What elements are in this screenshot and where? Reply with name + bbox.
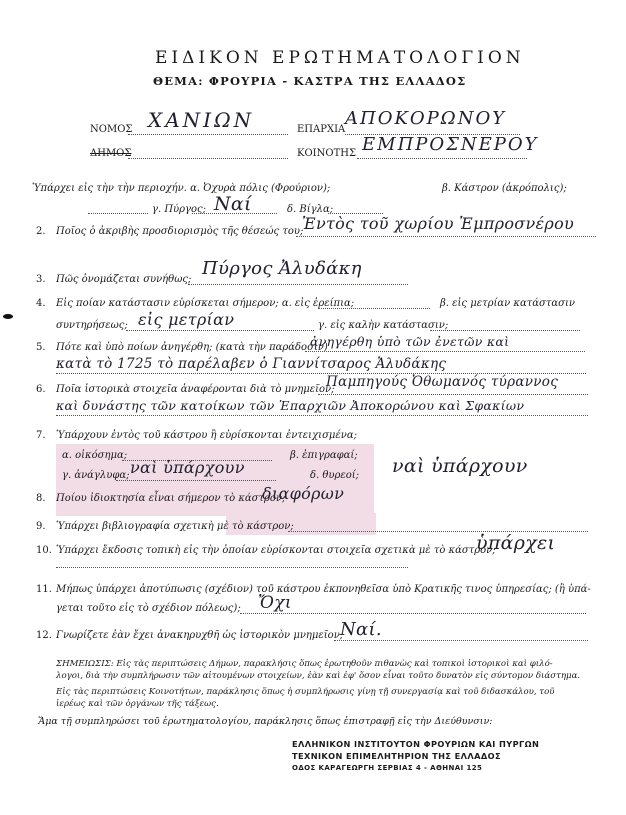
address-line1: ΕΛΛΗΝΙΚΟΝ ΙΝΣΤΙΤΟΥΤΟΝ ΦΡΟΥΡΙΩΝ ΚΑΙ ΠΥΡΓΩΝ (292, 739, 540, 749)
q8-number: 8. (36, 493, 46, 504)
q4-line-a (318, 308, 430, 309)
q9-number: 9. (36, 521, 46, 532)
q2-line (296, 236, 596, 237)
q4-text: Εἰς ποίαν κατάστασιν εὑρίσκεται σήμερον; α. εἰς ἐρείπια; (56, 298, 355, 309)
q4-line-g (430, 330, 580, 331)
dimos-line (128, 158, 288, 159)
address-line3: ΟΔΟΣ ΚΑΡΑΓΕΩΡΓΗ ΣΕΡΒΙΑΣ 4 - ΑΘΗΝΑΙ 125 (292, 764, 483, 772)
q9-text: Ὑπάρχει βιβλιογραφία σχετικὴ μὲ τὸ κάστρον; (56, 521, 294, 532)
q7-d-answer: ναὶ ὑπάρχουν (392, 455, 528, 477)
koinotis-label: ΚΟΙΝΟΤΗΣ (297, 148, 357, 159)
q7-option-b: β. ἐπιγραφαί; (290, 450, 358, 461)
q2-number: 2. (36, 226, 46, 237)
eparchia-label: ΕΠΑΡΧΙΑ (297, 124, 346, 135)
q7-option-g: γ. ἀνάγλυφα; (62, 470, 130, 481)
q4-number: 4. (36, 298, 46, 309)
q8-text: Ποίου ἰδιοκτησία εἶναι σήμερον τὸ κάστρον; (56, 493, 286, 504)
q6-line1 (318, 394, 588, 395)
q11-text-line1: Μήπως ὑπάρχει ἀποτύπωσις (σχέδιον) τοῦ κάστρου ἐκπονηθεῖσα ὑπὸ Κρατικῆς τινος ὑπηρεσίας; (ἢ ὑπά- (56, 584, 591, 595)
q5-number: 5. (36, 342, 46, 353)
q4-line-b (126, 330, 314, 331)
document-title: ΕΙΔΙΚΟΝ ΕΡΩΤΗΜΑΤΟΛΟΓΙΟΝ (155, 48, 525, 68)
q2-text: Ποῖος ὁ ἀκριβὴς προσδιορισμὸς τῆς θέσεώς του; (56, 226, 304, 237)
note-2-line2: ἱερέως καὶ τῶν ὀργάνων τῆς τάξεως. (56, 699, 219, 709)
q7-number: 7. (36, 430, 46, 441)
q4-option-g: γ. εἰς καλὴν κατάστασιν; (318, 320, 449, 331)
q6-answer-line2: καὶ δυνάστης τῶν κατοίκων τῶν Ἐπαρχιῶν Ἀποκορώνου καὶ Σφακίων (56, 398, 525, 413)
eparchia-value: ΑΠΟΚΟΡΩΝΟΥ (345, 108, 507, 129)
q6-number: 6. (36, 384, 46, 395)
note-1-line2: λογοι, διὰ τὴν συμπλήρωσιν τῶν αἰτουμένων στοιχείων, ἐὰν καὶ ἐφ' ὅσον εἶναι τοῦτο δυνατὸν εἰς σύντομον διάστημα. (56, 671, 581, 681)
q1-g-answer: Ναί (214, 193, 252, 215)
q11-answer: Ὄχι (258, 593, 292, 613)
address-line2: ΤΕΧΝΙΚΟΝ ΕΠΙΜΕΛΗΤΗΡΙΟΝ ΤΗΣ ΕΛΛΑΔΟΣ (292, 751, 501, 761)
q5-answer-line1: ἀνηγέρθη ὑπὸ τῶν ἐνετῶν καὶ (310, 334, 510, 349)
q10-text: Ὑπάρχει ἔκδοσις τοπικὴ εἰς τὴν ὁποίαν εὑρίσκονται στοιχεῖα σχετικὰ μὲ τὸ κάστρον; (56, 545, 496, 556)
q7-option-d: δ. θυρεοί; (310, 470, 360, 481)
q4-answer: εἰς μετρίαν (138, 310, 235, 329)
q11-text-line2: γεται τοῦτο εἰς τὸ σχέδιον πόλεως); (56, 603, 241, 614)
document-subtitle: ΘΕΜΑ: ΦΡΟΥΡΙΑ - ΚΑΣΤΡΑ ΤΗΣ ΕΛΛΑΔΟΣ (153, 74, 467, 88)
koinotis-value: ΕΜΠΡΟΣΝΕΡΟΥ (362, 134, 539, 155)
nomos-line (128, 134, 288, 135)
q4-continuation: συντηρήσεως; (56, 320, 128, 331)
note-1-line1: ΣΗΜΕΙΩΣΙΣ: Εἰς τὰς περιπτώσεις Δήμων, παρακλήσις ὅπως ἐρωτηθοῦν πιθανὼς καὶ τοπικοὶ ἱστορικοὶ καὶ φιλό- (56, 659, 553, 669)
q7-text: Ὑπάρχουν ἐντὸς τοῦ κάστρου ἢ εὑρίσκονται ἐντειχισμένα; (56, 430, 357, 441)
q4-option-b: β. εἰς μετρίαν κατάστασιν (440, 298, 575, 309)
dimos-label: ΔΗΜΟΣ (90, 148, 132, 159)
q5-line1 (305, 351, 585, 352)
q12-number: 12. (36, 630, 52, 641)
q11-line (240, 613, 586, 614)
q10-answer: ὑπάρχει (476, 532, 556, 554)
q12-text: Γνωρίζετε ἐὰν ἔχει ἀνακηρυχθῆ ὡς ἱστορικὸν μνημεῖον; (56, 630, 344, 641)
q3-line (188, 284, 408, 285)
q1-text: Ὑπάρχει εἰς τὴν τὴν περιοχήν. α. Ὀχυρὰ πόλις (Φρούριον); (32, 183, 331, 194)
margin-ink-mark (3, 314, 13, 319)
q12-line (334, 640, 588, 641)
q7-line-g (116, 480, 276, 481)
q7-option-a: α. οἰκόσημα; (62, 450, 128, 461)
q1-line-a (88, 213, 148, 214)
q7-g-answer: ναὶ ὑπάρχουν (130, 458, 245, 477)
q1-option-b: β. Κάστρον (ἀκρόπολις); (442, 183, 567, 194)
q10-line (56, 567, 408, 568)
q3-number: 3. (36, 274, 46, 285)
note-2-line1: Εἰς τὰς περιπτώσεις Κοινοτήτων, παράκλησις ὅπως ἡ συμπλήρωσις γίνῃ τῇ συνεργασίᾳ καὶ τοῦ διδασκάλου, τοῦ (56, 687, 555, 697)
nomos-label: ΝΟΜΟΣ (90, 124, 133, 135)
q1-option-g: γ. Πύργος; (152, 204, 206, 215)
q3-answer: Πύργος Ἀλυδάκη (202, 258, 362, 279)
q3-text: Πῶς ὀνομάζεται συνήθως; (56, 274, 192, 285)
note-3: Ἅμα τῇ συμπληρώσει τοῦ ἐρωτηματολογίου, παράκλησις ὅπως ἐπιστραφῇ εἰς τὴν Διεύθυνσιν: (38, 716, 493, 727)
q6-text: Ποῖα ἱστορικὰ στοιχεῖα ἀναφέρονται διὰ τὸ μνημεῖον; (56, 384, 335, 395)
q11-number: 11. (36, 584, 52, 595)
q2-answer: Ἐντὸς τοῦ χωρίου Ἐμπροσνέρου (302, 214, 575, 233)
nomos-value: ΧΑΝΙΩΝ (148, 108, 255, 132)
koinotis-line (357, 158, 527, 159)
q6-answer-line1: Παμπηγούς Ὀθωμανός τύραννος (326, 374, 559, 390)
q10-number: 10. (36, 545, 52, 556)
q5-text: Πότε καὶ ὑπὸ ποίων ἀνηγέρθη; (κατὰ τὴν παράδοσιν) (56, 342, 328, 353)
q6-line2 (56, 415, 588, 416)
q12-answer: Ναί. (340, 619, 382, 640)
q5-answer-line2: κατὰ τὸ 1725 τὸ παρέλαβεν ὁ Γιαννίτσαρος Ἀλυδάκης (56, 356, 447, 372)
q1-option-d: δ. Βίγλα; (287, 204, 334, 215)
q8-answer: διαφόρων (262, 484, 345, 503)
